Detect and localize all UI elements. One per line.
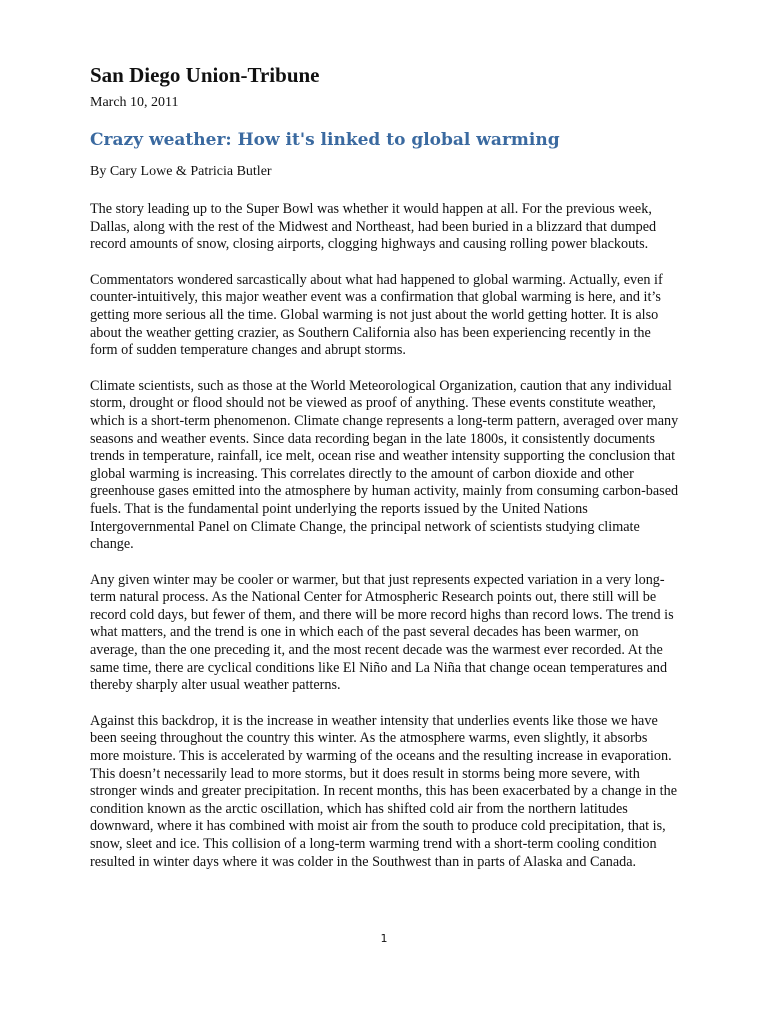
paragraph-5: Against this backdrop, it is the increase in weather intensity that underlies events like those we have been seeing throughout the country this winter. As the atmosphere warms, even slightly, it absorbs more moisture. This is accelerated by warming of the oceans and the resulting increase in evaporation. This doesn’t necessarily lead to more storms, but it does result in storms being more severe, with stronger winds and greater precipitation. In recent months, this has been exacerbated by a change in the condition known as the arctic oscillation, which has shifted cold air from the northern latitudes downward, where it has combined with moist air from the south to produce cold precipitation, that is, snow, sleet and ice. This collision of a long-term warming trend with a short-term cooling condition resulted in winter days where it was colder in the Southwest than in parts of Alaska and Canada. [90, 712, 677, 870]
paragraph-3: Climate scientists, such as those at the World Meteorological Organization, caution that any individual storm, drought or flood should not be viewed as proof of anything. These events constitute weather, which is a short-term phenomenon. Climate change represents a long-term pattern, averaged over many seasons and weather events. Since data recording began in the late 1800s, it consistently documents trends in temperature, rainfall, ice melt, ocean rise and weather intensity supporting the conclusion that global warming is increasing. This correlates directly to the amount of carbon dioxide and other greenhouse gases emitted into the atmosphere by human activity, mainly from consuming carbon-based fuels. That is the fundamental point underlying the reports issued by the United Nations Intergovernmental Panel on Climate Change, the principal network of scientists studying climate change. [90, 377, 679, 553]
page-number: 1 [380, 932, 388, 945]
article [90, 62, 680, 889]
article-byline: By Cary Lowe & Patricia Butler [90, 164, 272, 179]
article-body [90, 201, 680, 871]
paragraph-1: The story leading up to the Super Bowl was whether it would happen at all. For the previous week, Dallas, along with the rest of the Midwest and Northeast, had been buried in a blizzard that dumped record amounts of snow, closing airports, clogging highways and causing rolling power blackouts. [90, 201, 657, 253]
paragraph-2: Commentators wondered sarcastically about what had happened to global warming. Actually, even if counter-intuitively, this major weather event was a confirmation that global warming is here, and it’s getting more serious all the time. Global warming is not just about the world getting hotter. It is also about the weather getting crazier, as Southern California also has been experiencing recently in the form of sudden temperature changes and abrupt storms. [90, 271, 663, 359]
publication-name: San Diego Union-Tribune [90, 63, 320, 87]
paragraph-4: Any given winter may be cooler or warmer, but that just represents expected variation in a very long-term natural process. As the National Center for Atmospheric Research points out, there still will be record cold days, but fewer of them, and there will be more record highs than record lows. The trend is what matters, and the trend is one in which each of the past several decades has been warmer, on average, than the one preceding it, and the most recent decade was the warmest ever recorded. At the same time, there are cyclical conditions like El Niño and La Niña that change ocean temperatures and thereby sharply alter usual weather patterns. [90, 571, 674, 694]
article-headline: Crazy weather: How it's linked to global warming [90, 130, 560, 150]
article-date: March 10, 2011 [90, 95, 179, 110]
